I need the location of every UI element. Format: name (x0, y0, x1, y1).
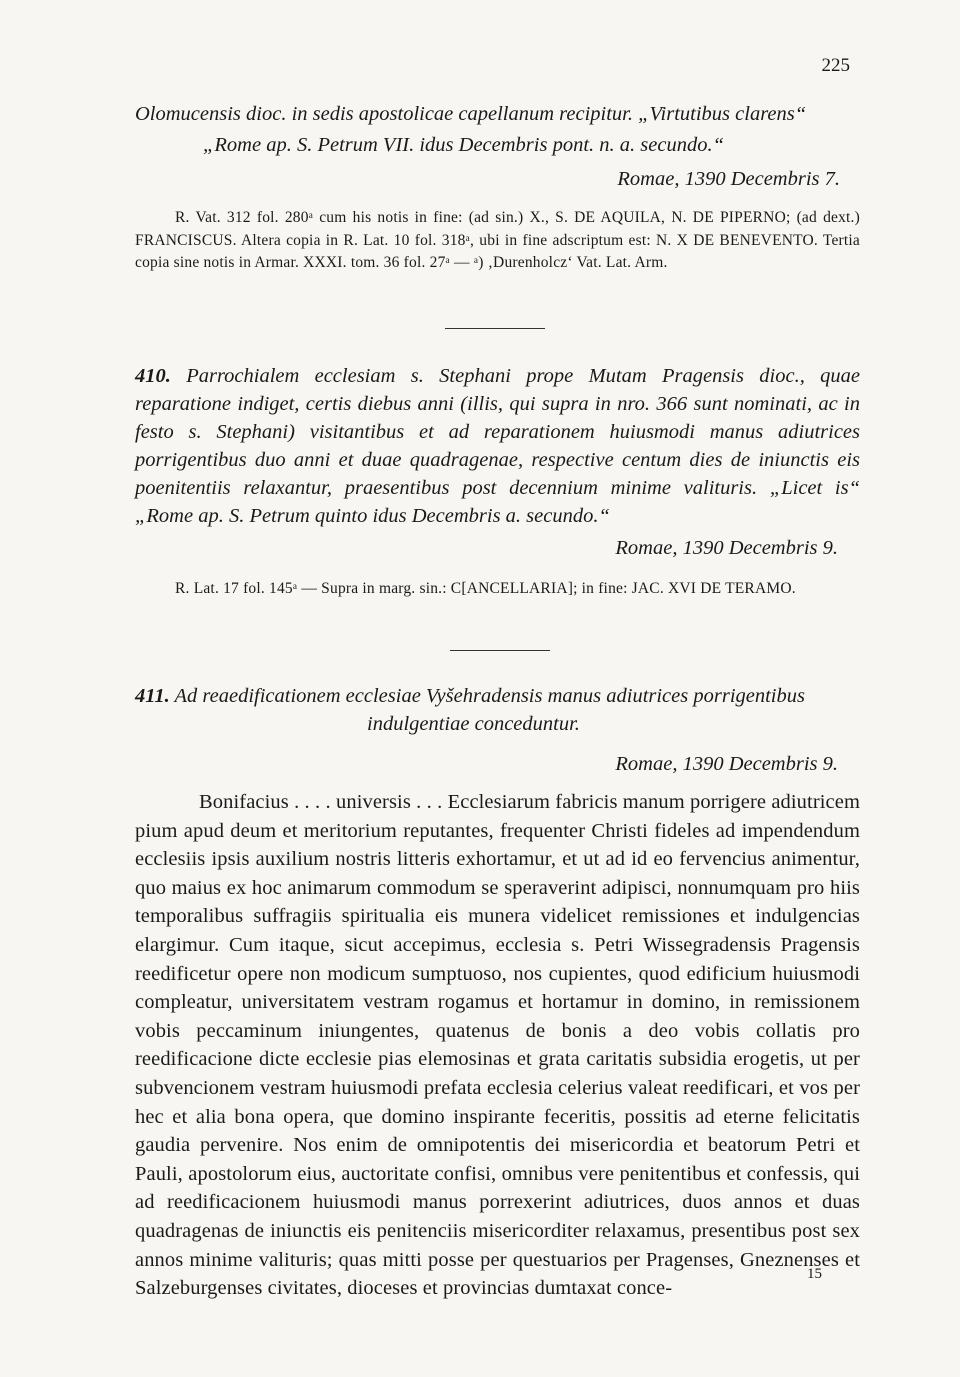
entry-410-date: Romae, 1390 Decembris 9. (615, 537, 838, 559)
divider-rule-2 (450, 650, 550, 651)
entry-410-number: 410. (135, 365, 171, 387)
entry-410-summary-wrap (135, 362, 860, 530)
entry-409-line1: Olomucensis dioc. in sedis apostolicae capellanum recipitur. „Virtutibus clarens“ (135, 103, 807, 125)
entry-409-date: Romae, 1390 Decembris 7. (617, 168, 840, 190)
entry-411-summary-line1-wrap (135, 682, 860, 710)
entry-411-number: 411. (135, 685, 170, 707)
divider-rule-1 (445, 328, 545, 329)
entry-410 (135, 362, 860, 601)
entry-411-summary-line2: indulgentiae conceduntur. (367, 713, 580, 735)
entry-411-summary-line1: Ad reaedificationem ecclesiae Vyšehradensis manus adiutrices porrigentibus (174, 685, 805, 707)
entry-410-summary: Parrochialem ecclesiam s. Stephani prope Mutam Pragensis dioc., quae reparatione indiget, certis diebus anni (illis, qui supra in nro. 366 sunt nominati, ac in festo s. Stephani) visitantibus et ad reparationem huiusmodi manus adiutrices porrigentibus duo anni et duae quadragenae, respective centum dies de iniunctis eis poenitentiis relaxantur, praesentibus post decennium minime valituris. „Licet is“ „Rome ap. S. Petrum quinto idus Decembris a. secundo.“ (135, 365, 860, 527)
entry-410-note: R. Lat. 17 fol. 145ᵃ — Supra in marg. sin.: C[ANCELLARIA]; in fine: JAC. XVI DE TERAMO. (175, 580, 796, 597)
entry-411-date: Romae, 1390 Decembris 9. (615, 753, 838, 775)
entry-409-line2: „Rome ap. S. Petrum VII. idus Decembris pont. n. a. secundo.“ (203, 134, 724, 156)
entry-411 (135, 682, 860, 1303)
page-number: 225 (821, 55, 850, 76)
printer-signature: 15 (807, 1266, 822, 1282)
entry-409-note: R. Vat. 312 fol. 280ᵃ cum his notis in fine: (ad sin.) X., S. DE AQUILA, N. DE PIPERNO; (ad dext.) FRANCISCUS. Altera copia in R. Lat. 10 fol. 318ᵃ, ubi in fine adscriptum est: N. X DE BENEVENTO. Tertia copia sine notis in Armar. XXXI. tom. 36 fol. 27ᵃ — ᵃ) ‚Durenholcz‘ Vat. Lat. Arm. (135, 209, 860, 271)
entry-411-body: Bonifacius . . . . universis . . . Ecclesiarum fabricis manum porrigere adiutricem pium apud deum et meritorium reputantes, frequenter Christi fideles ad impendendum ecclesiis ipsis auxilium nostris litteris exhortamur, et ut ad id eo fervencius animentur, quo maius ex hoc animarum commodum se speraverint adipisci, nonnumquam pro hiis temporalibus suffragiis spiritualia eis munera videlicet remissiones et indulgencias elargimur. Cum itaque, sicut accepimus, ecclesia s. Petri Wissegradensis Pragensis reedificetur opere non modicum sumptuoso, nos cupientes, quod edificium huiusmodi compleatur, universitatem vestram rogamus et hortamur in domino, in remissionem vobis peccaminum iniungentes, quatenus de bonis a deo vobis collatis pro reedificacione dicte ecclesie pias elemosinas et grata caritatis subsidia erogetis, ut per subvencionem vestram huiusmodi prefata ecclesia celerius valeat reedificari, et vos per hec et alia bona opera, que domino inspirante feceritis, possitis ad eterne felicitatis gaudia pervenire. Nos enim de omnipotentis dei misericordia et beatorum Petri et Pauli, apostolorum eius, auctoritate confisi, omnibus vere penitentibus et confessis, qui ad reedificacionem huiusmodi manus porrexerint adiutrices, duos annos et duas quadragenas de iniunctis eis penitenciis misericorditer relaxamus, presentibus post sex annos minime valituris; quas mitti posse per questuarios per Pragenses, Gneznenses et Salzeburgenses civitates, dioceses et provincias dumtaxat conce- (135, 791, 860, 1300)
entry-409-tail (135, 100, 860, 275)
